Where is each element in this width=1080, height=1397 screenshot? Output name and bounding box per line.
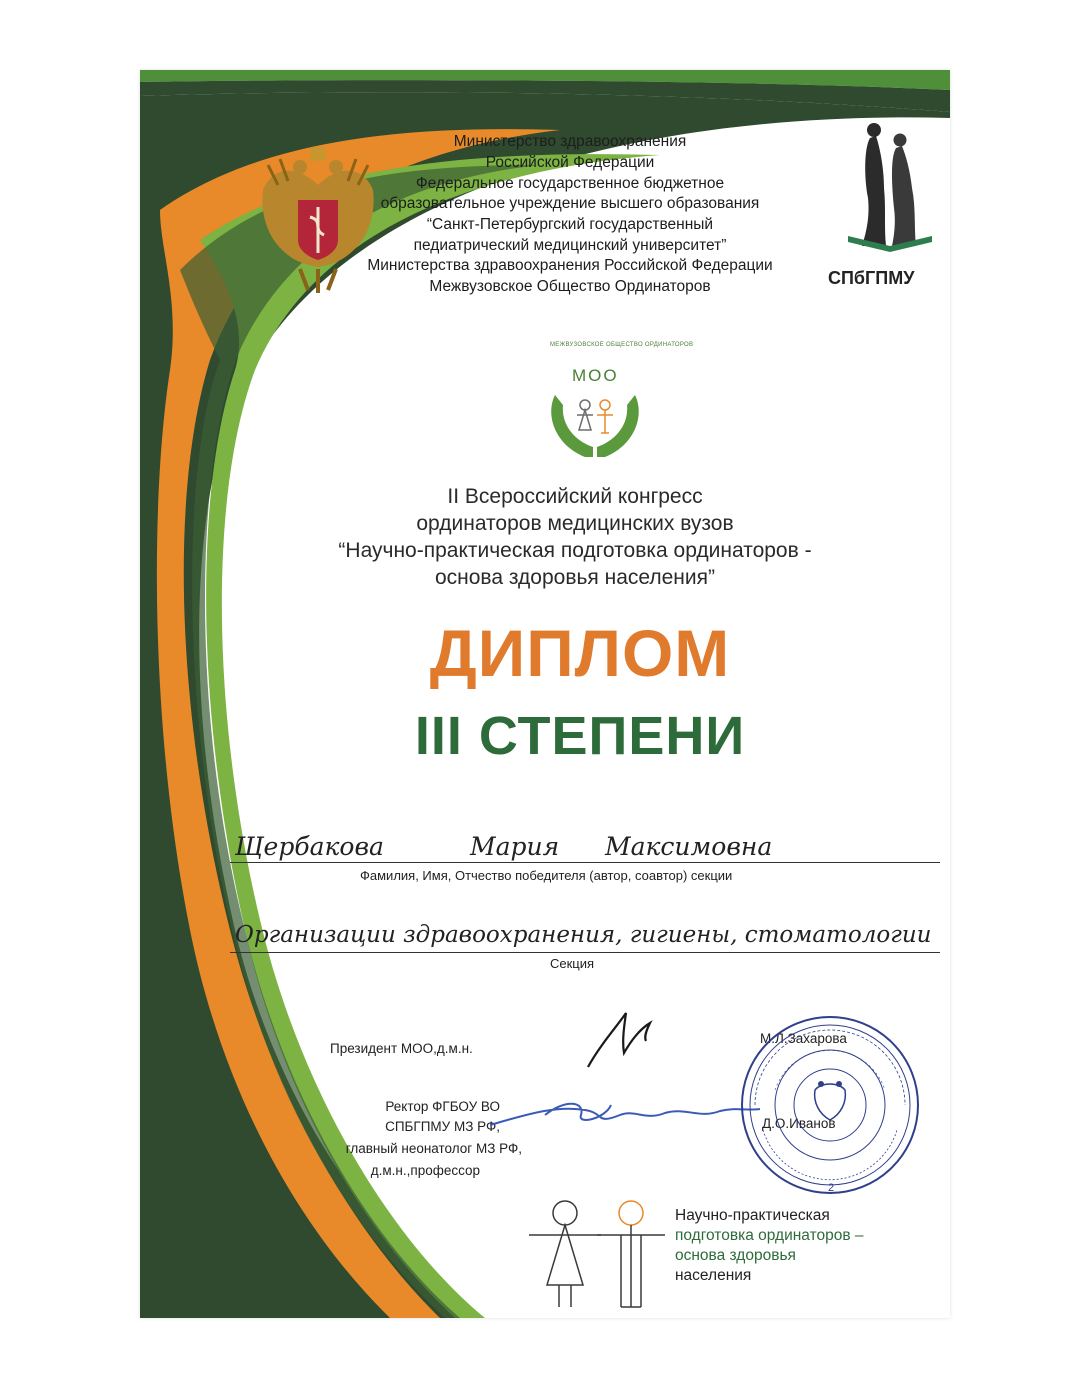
section-value: Организации здравоохранения, гигиены, стоматологии: [235, 922, 932, 948]
spbgpmu-statue-logo: [840, 118, 940, 258]
congress-line-3: “Научно-практическая подготовка ординаторов -: [338, 539, 812, 562]
winner-patronymic: Максимовна: [605, 832, 773, 861]
header-line-4: образовательное учреждение высшего образования: [380, 195, 760, 212]
seal-number: 2: [828, 1182, 835, 1194]
winner-caption: Фамилия, Имя, Отчество победителя (автор, соавтор) секции: [360, 868, 733, 883]
header-line-1: Министерство здравоохранения: [453, 133, 687, 150]
footer-line-1: Научно-практическая: [675, 1207, 830, 1224]
diploma-degree: III СТЕПЕНИ: [414, 706, 746, 766]
rector-title-line-3: главный неонатолог МЗ РФ,: [345, 1141, 522, 1156]
winner-name: Мария: [470, 832, 560, 861]
winner-underline: [230, 862, 940, 863]
congress-line-4: основа здоровья населения”: [434, 566, 716, 589]
president-name: М.Л.Захарова: [760, 1031, 847, 1046]
moo-logo-label: МОО: [572, 366, 619, 385]
rector-title-line-1: Ректор ФГБОУ ВО: [385, 1099, 500, 1114]
congress-line-2: ординаторов медицинских вузов: [416, 512, 734, 535]
moo-hands-figures-logo: [535, 335, 655, 470]
round-official-seal: [735, 1010, 925, 1200]
rector-title-line-4: д.м.н.,профессор: [370, 1163, 480, 1178]
header-line-5: “Санкт-Петербургский государственный: [426, 216, 714, 233]
diploma-title: ДИПЛОМ: [429, 616, 731, 690]
congress-line-1: II Всероссийский конгресс: [447, 485, 703, 508]
footer-line-4: населения: [675, 1267, 752, 1284]
header-line-8: Межвузовское Общество Ординаторов: [429, 278, 711, 295]
header-line-7: Министерства здравоохранения Российской Федерации: [367, 257, 773, 274]
section-caption: Секция: [550, 956, 595, 971]
rector-signature: [485, 1085, 765, 1140]
president-signature: [580, 1005, 670, 1075]
winner-surname: Щербакова: [235, 832, 384, 861]
diploma-sheet: [140, 70, 950, 1318]
header-line-2: Российской Федерации: [485, 154, 655, 171]
footer-line-2: подготовка ординаторов –: [675, 1227, 864, 1244]
moo-logo-ring-text: МЕЖВУЗОВСКОЕ ОБЩЕСТВО ОРДИНАТОРОВ: [550, 342, 694, 348]
two-figures-icon: [525, 1195, 675, 1315]
header-line-3: Федеральное государственное бюджетное: [415, 175, 725, 192]
president-title: Президент МОО,д.м.н.: [330, 1041, 473, 1056]
section-underline: [230, 952, 940, 953]
rector-name: Д.О.Иванов: [762, 1116, 836, 1131]
header-line-6: педиатрический медицинский университет”: [413, 237, 727, 254]
rector-title-line-2: СПБГПМУ МЗ РФ,: [385, 1119, 500, 1134]
spbgpmu-logo-label: СПбГПМУ: [828, 268, 915, 288]
footer-line-3: основа здоровья: [675, 1247, 796, 1264]
